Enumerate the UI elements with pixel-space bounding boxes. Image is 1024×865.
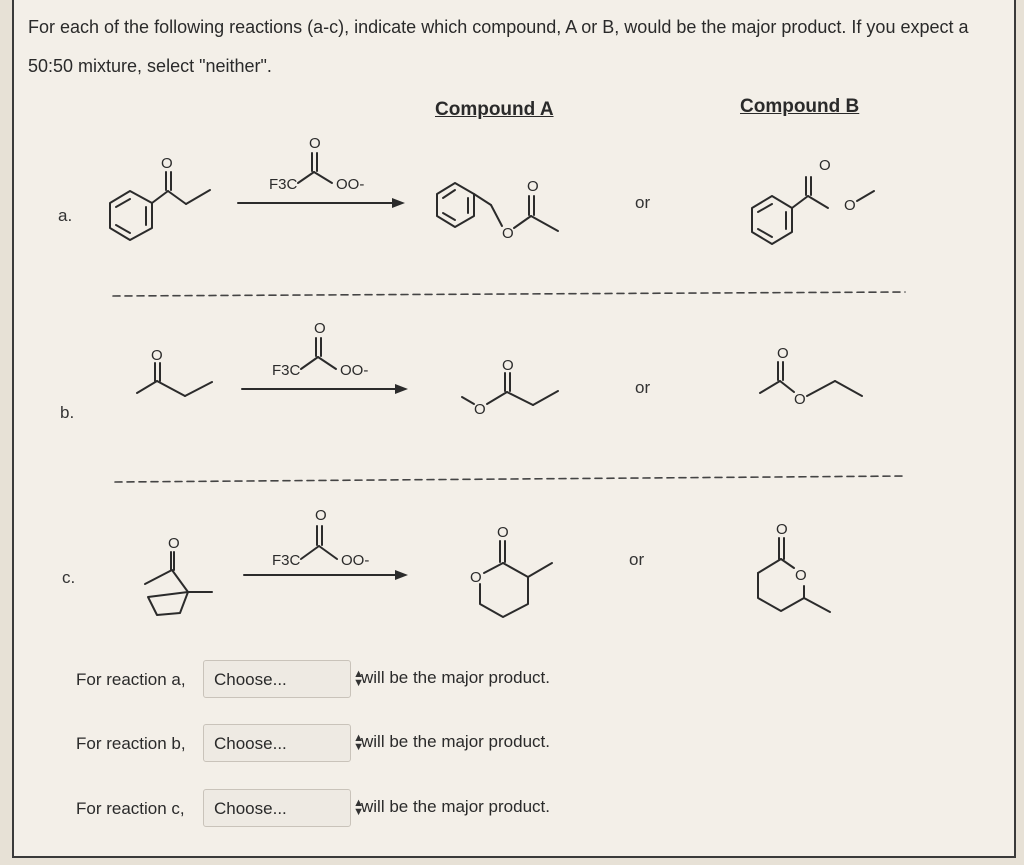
reaction-b-compound-b bbox=[760, 345, 862, 408]
reaction-c-compound-b bbox=[758, 521, 830, 612]
reaction-c-compound-a bbox=[470, 524, 552, 617]
reaction-c-reactant bbox=[145, 535, 212, 615]
reaction-b-select[interactable] bbox=[203, 724, 364, 762]
up-down-arrows-icon: ▲ ▼ bbox=[353, 797, 364, 818]
compound-a-a-oxygen-carbonyl: O bbox=[527, 178, 539, 195]
reagent-a-f3c: F3C bbox=[269, 176, 298, 193]
reaction-b-select-value: Choose... bbox=[214, 734, 287, 753]
reaction-a-reactant bbox=[110, 155, 210, 240]
divider-a-b bbox=[113, 292, 905, 296]
answer-c-prefix: For reaction c, bbox=[76, 799, 185, 818]
reaction-c-label: c. bbox=[62, 568, 76, 587]
compound-a-a-oxygen-ester: O bbox=[502, 225, 514, 242]
compound-b-a-oxygen-ester: O bbox=[844, 197, 856, 214]
reagent-b-oxygen: O bbox=[314, 320, 326, 337]
reagent-a-oxygen: O bbox=[309, 135, 321, 152]
reagent-b-f3c: F3C bbox=[272, 362, 301, 379]
reaction-a-compound-a bbox=[437, 178, 558, 242]
reaction-b-reagent bbox=[242, 320, 408, 394]
reaction-a-select-value: Choose... bbox=[214, 670, 287, 689]
reagent-c-peroxy: OO- bbox=[341, 552, 370, 569]
reactant-c-oxygen: O bbox=[168, 535, 180, 552]
or-label-c: or bbox=[629, 550, 645, 569]
compound-b-c-oxygen-ester: O bbox=[795, 567, 807, 584]
answer-b-prefix: For reaction b, bbox=[76, 734, 186, 753]
reagent-c-f3c: F3C bbox=[272, 552, 301, 569]
compound-a-header: Compound A bbox=[435, 99, 554, 120]
compound-a-c-oxygen-ester: O bbox=[470, 569, 482, 586]
reaction-b-label: b. bbox=[60, 403, 75, 422]
reagent-b-peroxy: OO- bbox=[340, 362, 369, 379]
compound-b-a-oxygen-carbonyl: O bbox=[819, 157, 831, 174]
reaction-c-reagent bbox=[244, 507, 408, 580]
reagent-a-peroxy: OO- bbox=[336, 176, 365, 193]
compound-b-b-oxygen-carbonyl: O bbox=[777, 345, 789, 362]
answer-a-suffix: will be the major product. bbox=[361, 668, 550, 687]
answer-a-prefix: For reaction a, bbox=[76, 670, 186, 689]
reagent-c-oxygen: O bbox=[315, 507, 327, 524]
compound-a-c-oxygen-carbonyl: O bbox=[497, 524, 509, 541]
or-label-b: or bbox=[635, 378, 651, 397]
reaction-a-label: a. bbox=[58, 206, 73, 225]
reaction-b-reactant bbox=[137, 347, 212, 396]
reactant-a-oxygen: O bbox=[161, 155, 173, 172]
compound-a-b-oxygen-carbonyl: O bbox=[502, 357, 514, 374]
up-down-arrows-icon: ▲ ▼ bbox=[353, 668, 364, 689]
compound-a-b-oxygen-ester: O bbox=[474, 401, 486, 418]
compound-b-header: Compound B bbox=[740, 96, 860, 117]
reaction-a-reagent bbox=[238, 135, 405, 208]
up-down-arrows-icon: ▲ ▼ bbox=[353, 732, 364, 753]
question-text: For each of the following reactions (a-c), indicate which compound, A or B, would be the major product. If you expect a 50:50 mixture, select "neither". bbox=[28, 17, 969, 76]
reaction-a-select[interactable] bbox=[203, 660, 364, 698]
reaction-c-select-value: Choose... bbox=[214, 799, 287, 818]
reactant-b-oxygen: O bbox=[151, 347, 163, 364]
answer-b-suffix: will be the major product. bbox=[361, 732, 550, 751]
reaction-c-select[interactable] bbox=[203, 789, 364, 827]
compound-b-c-oxygen-carbonyl: O bbox=[776, 521, 788, 538]
divider-b-c bbox=[115, 476, 906, 482]
or-label-a: or bbox=[635, 193, 651, 212]
answer-c-suffix: will be the major product. bbox=[361, 797, 550, 816]
compound-b-b-oxygen-ester: O bbox=[794, 391, 806, 408]
reaction-b-compound-a bbox=[462, 357, 558, 418]
reaction-a-compound-b bbox=[752, 157, 874, 244]
